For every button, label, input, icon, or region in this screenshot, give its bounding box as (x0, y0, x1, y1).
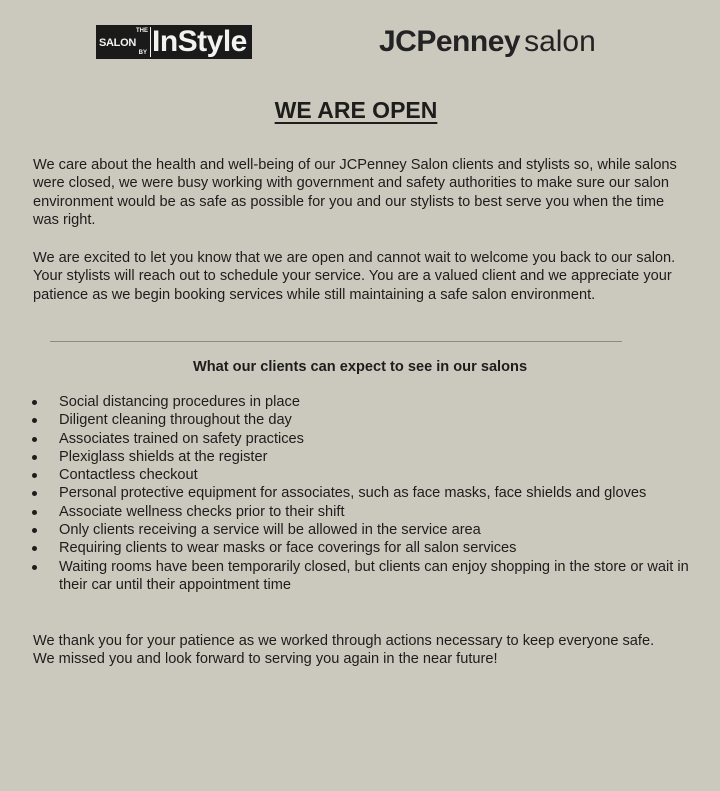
bullet-icon (32, 528, 37, 533)
logo-by-text: BY (138, 50, 147, 56)
page-title-text: WE ARE OPEN (274, 97, 438, 123)
list-item-text: Only clients receiving a service will be allowed in the service area (59, 522, 481, 539)
list-item (32, 466, 702, 484)
bullet-icon (32, 473, 37, 478)
jcpenney-salon-logo (379, 24, 596, 60)
list-item (32, 430, 702, 448)
list-item-text: Associate wellness checks prior to their shift (59, 503, 345, 520)
section-divider (50, 341, 622, 342)
bullet-icon (32, 510, 37, 515)
list-item-text: Personal protective equipment for associates, such as face masks, face shields and gloves (59, 485, 647, 502)
jcpenney-salon-text: salon (524, 25, 596, 58)
closing-line-thanks: We thank you for your patience as we worked through actions necessary to keep everyone safe. (33, 633, 655, 649)
logo-the-text: THE (136, 28, 148, 34)
list-item (32, 539, 702, 557)
list-item-text: Social distancing procedures in place (59, 394, 300, 410)
bullet-icon (32, 437, 37, 442)
closing-paragraph (33, 632, 713, 669)
bullet-icon (32, 455, 37, 460)
list-item (32, 521, 702, 539)
salon-logo-box (98, 27, 150, 57)
jcpenney-brand-text: JCPenney (379, 25, 521, 58)
logo-instyle-text: InStyle (150, 27, 250, 57)
list-item-text: Associates trained on safety practices (59, 430, 304, 447)
list-item (32, 558, 702, 595)
page-title (0, 96, 712, 124)
bullet-icon (32, 400, 37, 405)
list-item (32, 393, 702, 411)
logo-salon-text: SALON (99, 37, 137, 49)
list-item (32, 411, 702, 429)
list-item-text: Diligent cleaning throughout the day (59, 412, 292, 429)
expectations-list (32, 393, 702, 594)
list-item-text: Waiting rooms have been temporarily closed, but clients can enjoy shopping in the store or wait in their car until their appointment time (59, 558, 689, 593)
list-item (32, 484, 702, 502)
list-item-text: Requiring clients to wear masks or face coverings for all salon services (59, 540, 517, 557)
list-item (32, 448, 702, 466)
list-item-text: Contactless checkout (59, 467, 198, 484)
expectations-heading: What our clients can expect to see in our salons (192, 359, 528, 375)
bullet-icon (32, 418, 37, 423)
salon-by-instyle-logo (96, 25, 252, 59)
list-item (32, 503, 702, 521)
bullet-icon (32, 491, 37, 496)
closing-line-missed: We missed you and look forward to serving you again in the near future! (33, 651, 498, 668)
open-paragraph: We are excited to let you know that we are open and cannot wait to welcome you back to our salon. Your stylists will reach out to schedule your service. You are a valued client and we appreciate your patience as we begin booking services while still maintaining a safe salon environment. (33, 250, 676, 303)
bullet-icon (32, 546, 37, 551)
list-item-text: Plexiglass shields at the register (59, 448, 268, 465)
intro-paragraph: We care about the health and well-being of our JCPenney Salon clients and stylists so, while salons were closed, we were busy working with government and safety authorities to make sure our salon environment would be as safe as possible for you and our stylists to best serve you when the time was right. (33, 157, 677, 229)
bullet-icon (32, 565, 37, 570)
